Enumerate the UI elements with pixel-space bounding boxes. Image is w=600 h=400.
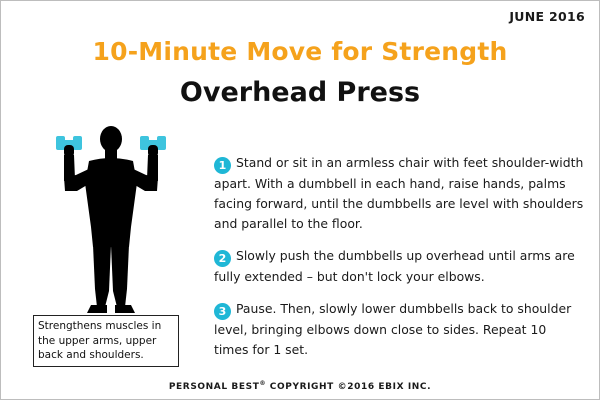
copyright-footer [1,380,599,392]
step-1 [214,153,584,234]
step-number-badge: 1 [214,157,231,174]
footer-copyright: COPYRIGHT ©2016 EBIX INC. [266,382,432,392]
footer-brand: PERSONAL BEST [168,382,260,392]
benefit-caption: Strengthens muscles in the upper arms, upper back and shoulders. [33,315,179,367]
page-title: 10-Minute Move for Strength [92,37,508,66]
step-number-badge: 3 [214,303,231,320]
exercise-name: Overhead Press [179,77,421,108]
step-text: Slowly push the dumbbells up overhead until arms are fully extended – but don't lock your elbows. [214,248,575,284]
step-2 [214,246,584,287]
step-text: Pause. Then, slowly lower dumbbells back to shoulder level, bringing elbows down close to sides. Repeat 10 times for 1 set. [214,301,572,357]
registered-mark: ® [259,380,267,387]
step-text: Stand or sit in an armless chair with feet shoulder-width apart. With a dumbbell in each hand, raise hands, palms facing forward, until the dumbbells are level with shoulders and parallel to the floor. [214,155,584,231]
instruction-steps [214,153,584,372]
silhouette-illustration [41,119,181,319]
step-number-badge: 2 [214,250,231,267]
issue-date: JUNE 2016 [509,9,585,24]
person-dumbbell-overhead-press-icon [41,119,181,319]
step-3 [214,299,584,360]
